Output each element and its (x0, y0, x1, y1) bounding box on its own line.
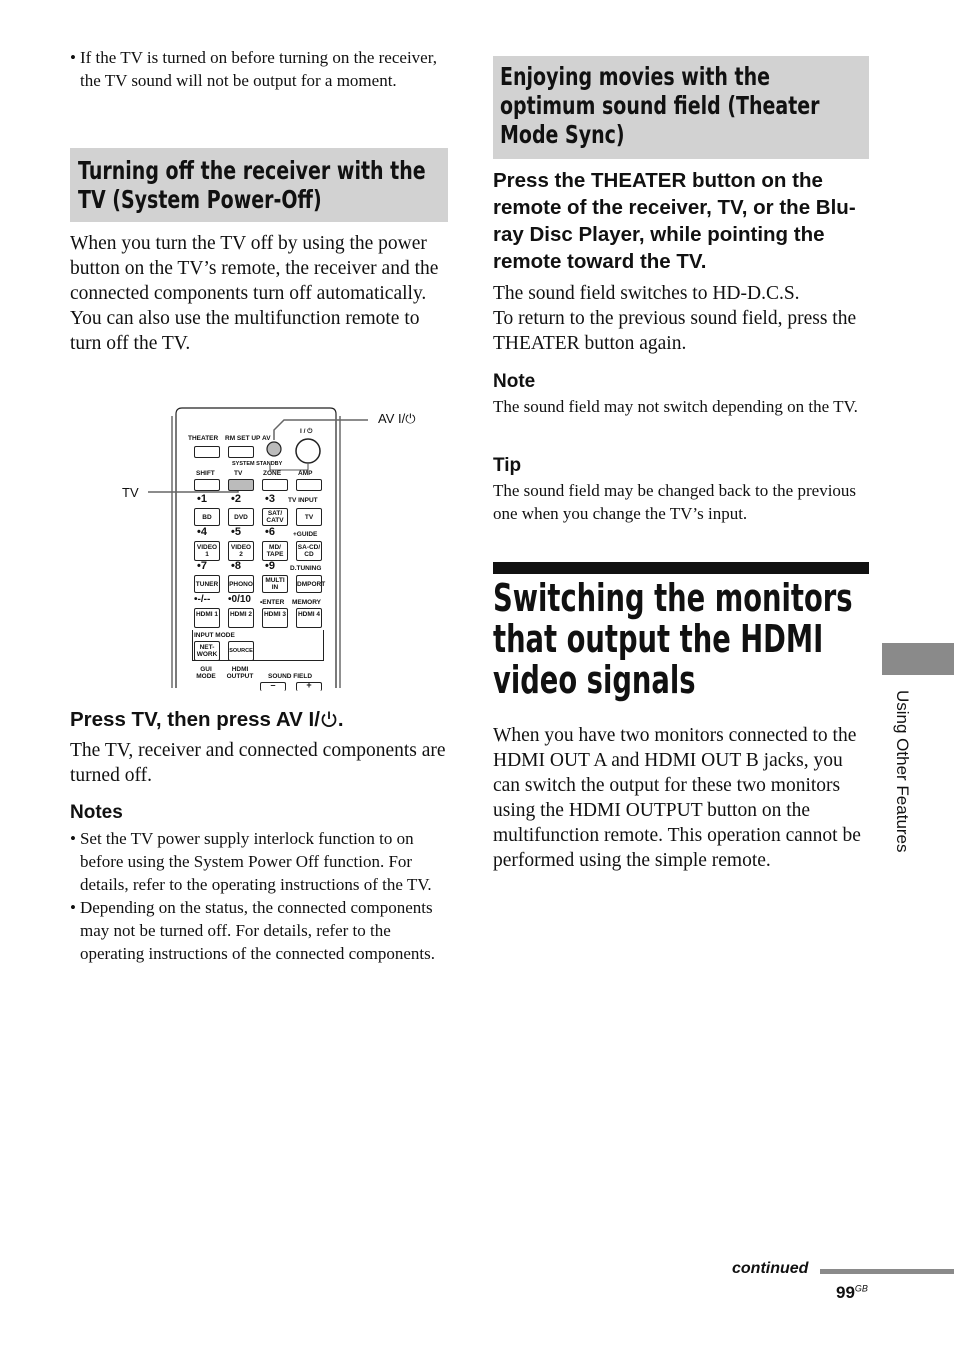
note-item: • Depending on the status, the connected components may not be turned off. For details, refer to the operating instructions of the connected components. (70, 896, 448, 965)
hdmi-output-label: HDMI OUTPUT (226, 666, 254, 680)
note-heading: Note (493, 371, 536, 392)
section-title-line: Mode Sync) (500, 120, 625, 149)
num-6: •6 (265, 526, 275, 538)
satcatv-label: SAT/ CATV (266, 510, 284, 524)
big-title-line: that output the HDMI (493, 617, 824, 661)
tv-input-button[interactable] (296, 508, 322, 526)
step-press-theater: Press the THEATER button on the remote of the receiver, TV, or the Blu-ray Disc Player, while pointing the remote toward the TV. (493, 169, 856, 273)
big-title-line: Switching the monitors (493, 576, 853, 620)
sound-field-label: SOUND FIELD (268, 673, 313, 680)
tip-text: The sound field may be changed back to the previous one when you change the TV’s input. (493, 481, 857, 523)
theater-result (493, 281, 871, 356)
dvd-button[interactable] (228, 508, 254, 526)
zone-button[interactable] (262, 479, 288, 491)
page-number-suffix: GB (854, 1283, 868, 1294)
multiin-button[interactable] (262, 575, 288, 593)
guide-label: +GUIDE (293, 531, 318, 538)
amp-label: AMP (298, 470, 313, 477)
section-title-line: Turning off the receiver with the (78, 156, 426, 185)
page-number (836, 1283, 868, 1303)
plus-label: + (306, 680, 312, 690)
notes-heading: Notes (70, 802, 123, 823)
chapter-tab-marker (882, 643, 954, 675)
notes-list (70, 827, 448, 965)
rmsetup-button[interactable] (228, 446, 254, 458)
step-press-tv-av (70, 706, 450, 733)
source-label: SOURCE (229, 648, 253, 654)
page-number-value: 99 (836, 1283, 855, 1302)
tuner-label: TUNER (195, 581, 219, 588)
input-mode-label: INPUT MODE (194, 632, 235, 639)
dvd-label: DVD (234, 514, 248, 521)
video2-button[interactable] (228, 541, 254, 561)
power-icon (320, 708, 338, 726)
amp-button[interactable] (296, 479, 322, 491)
label-tv: TV (122, 485, 139, 500)
satcatv-button[interactable] (262, 508, 288, 526)
step-result: The TV, receiver and connected components are turned off. (70, 740, 446, 786)
tip-heading: Tip (493, 455, 522, 476)
system-standby-label: SYSTEM STANDBY (232, 461, 283, 467)
body-text-1: The sound field switches to HD-D.C.S. (493, 283, 800, 304)
remote-figure (110, 400, 450, 690)
section-title-line: TV (System Power-Off) (78, 185, 322, 214)
num-7: •7 (197, 560, 207, 572)
bd-label: BD (202, 514, 212, 521)
tv-button[interactable] (228, 479, 254, 491)
tv-label: TV (234, 470, 243, 477)
num-5: •5 (231, 526, 241, 538)
num-3: •3 (265, 493, 275, 505)
memory-label: MEMORY (292, 599, 322, 606)
dmport-label: DMPORT (297, 581, 326, 588)
network-label: NET- WORK (196, 644, 218, 658)
label-av-power: AV I/⏻ (378, 411, 416, 426)
note-item: • Set the TV power supply interlock function to on before using the System Power Off function. For details, refer to the operating instructions of the TV. (70, 827, 448, 896)
num-4: •4 (197, 526, 207, 538)
continued-label: continued (732, 1260, 809, 1277)
big-title-line: video signals (493, 658, 696, 702)
hdmi1-button[interactable] (194, 608, 220, 628)
section-title-line: optimum sound field (Theater (500, 91, 820, 120)
dtuning-label: D.TUNING (290, 565, 322, 572)
body-text-1: When you turn the TV off by using the power button on the TV’s remote, the receiver and the connected components turn off automatically. (70, 233, 439, 304)
phono-button[interactable] (228, 575, 254, 593)
source-button[interactable] (228, 641, 254, 661)
sound-field-minus-button[interactable] (260, 682, 286, 691)
av-label: AV (262, 435, 271, 442)
num-8: •8 (231, 560, 241, 572)
dmport-button[interactable] (296, 575, 326, 593)
tv-input-label: TV INPUT (288, 497, 318, 504)
bd-button[interactable] (194, 508, 220, 526)
sacdcd-button[interactable] (296, 541, 322, 561)
video2-label: VIDEO 2 (230, 544, 252, 558)
shift-label: SHIFT (196, 470, 215, 477)
zone-label: ZONE (263, 470, 282, 477)
video1-button[interactable] (194, 541, 220, 561)
tv2-label: TV (304, 514, 314, 521)
section-heading-theater-mode-sync (493, 56, 869, 159)
hdmi2-label: HDMI 2 (229, 611, 253, 618)
num-0: •0/10 (228, 594, 251, 605)
chapter-tab-label: Using Other Features (893, 690, 912, 853)
num-9: •9 (265, 560, 275, 572)
section-rule (493, 562, 869, 574)
phono-label: PHONO (229, 581, 253, 588)
mdtape-label: MD/ TAPE (266, 544, 284, 558)
enter-label: •ENTER (260, 599, 285, 606)
hdmi4-label: HDMI 4 (297, 611, 321, 618)
body-text-2: To return to the previous sound field, press the THEATER button again. (493, 308, 857, 354)
gui-mode-label: GUI MODE (196, 666, 216, 680)
num-2: •2 (231, 493, 241, 505)
theater-label: THEATER (188, 435, 219, 442)
step-text: Press TV, then press AV I/ (70, 708, 320, 731)
sacdcd-label: SA-CD/ CD (297, 544, 321, 558)
tuner-button[interactable] (194, 575, 220, 593)
body-paragraph (70, 231, 450, 356)
minus-label: – (270, 680, 276, 690)
hdmi1-label: HDMI 1 (195, 611, 219, 618)
big-section-title (493, 578, 954, 701)
num-1: •1 (197, 493, 207, 505)
hdmi-switch-body: When you have two monitors connected to the HDMI OUT A and HDMI OUT B jacks, you can switch the output for these two monitors using the HDMI OUTPUT button on the multifunction remote. This operation cannot be performed using the simple remote. (493, 725, 861, 871)
body-text-2: You can also use the multifunction remote to turn off the TV. (70, 308, 420, 354)
hdmi3-label: HDMI 3 (263, 611, 287, 618)
hdmi3-button[interactable] (262, 608, 288, 628)
network-button[interactable] (194, 641, 220, 661)
intro-note-bullet: • If the TV is turned on before turning on the receiver, the TV sound will not be output for a moment. (70, 46, 455, 92)
section-title-line: Enjoying movies with the (500, 62, 771, 91)
multiin-label: MULTI IN (265, 577, 285, 591)
hdmi4-button[interactable] (296, 608, 322, 628)
step-suffix: . (337, 708, 344, 731)
mdtape-button[interactable] (262, 541, 288, 561)
sound-field-plus-button[interactable] (296, 682, 322, 691)
theater-button[interactable] (194, 446, 220, 458)
dash-label: •-/-- (194, 594, 211, 605)
power-label: I / ⏻ (300, 428, 313, 435)
shift-button[interactable] (194, 479, 220, 491)
section-heading-system-power-off (70, 148, 448, 222)
hdmi2-button[interactable] (228, 608, 254, 628)
note-text: The sound field may not switch depending on the TV. (493, 397, 858, 416)
rmsetup-label: RM SET UP (225, 435, 261, 442)
video1-label: VIDEO 1 (196, 544, 218, 558)
continued-rule (820, 1269, 954, 1274)
